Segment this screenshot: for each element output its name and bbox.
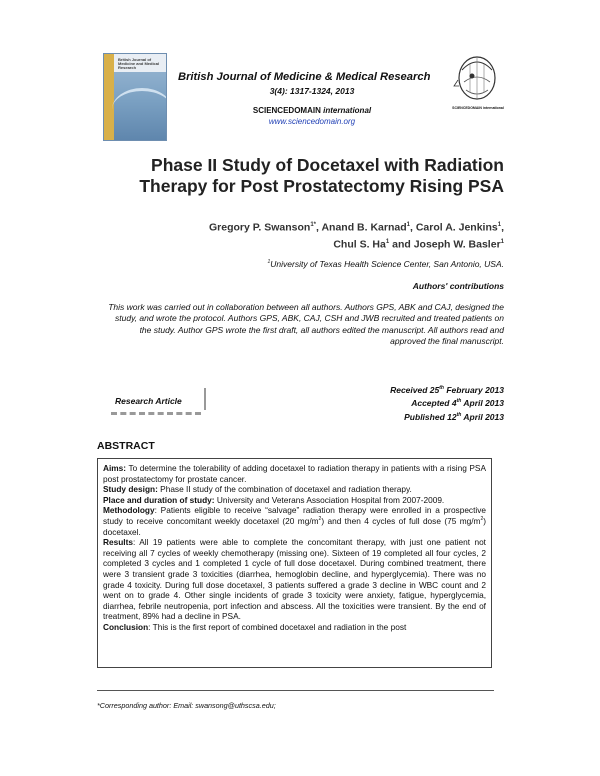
accepted-date: Accepted 4th April 2013 bbox=[411, 398, 504, 409]
cover-title: British Journal of Medicine and Medical Research bbox=[118, 57, 160, 70]
abstract-heading: ABSTRACT bbox=[97, 440, 155, 452]
author-name: Gregory P. Swanson bbox=[209, 221, 311, 234]
abstract-place: Place and duration of study: University and Veterans Association Hospital from 2007-2009. bbox=[103, 494, 445, 505]
author-name: Chul S. Ha bbox=[333, 238, 386, 250]
abstract-design: Study design: Phase II study of the combination of docetaxel and radiation therapy. bbox=[103, 484, 412, 495]
abstract-box bbox=[97, 458, 492, 668]
abstract-methodology: Methodology: Patients eligible to receive “salvage” radiation therapy were enrolled in a prospective study to receive concomitant weekly docetaxel (20 $mg/m^2$) and then 4 cycles of full dose (75 $mg/m^2$) docetaxel. bbox=[103, 505, 486, 537]
paper-title: Phase II Study of Docetaxel with Radiation Therapy for Post Prostatectomy Rising PSA bbox=[139, 155, 504, 196]
received-date: Received 25th February 2013 bbox=[390, 384, 504, 395]
journal-volume: 3(4): 1317-1324, 2013 bbox=[269, 86, 355, 96]
abstract-conclusion: Conclusion: This is the first report of combined docetaxel and radiation in the post bbox=[103, 621, 407, 632]
author-name: Carol A. Jenkins bbox=[415, 221, 498, 234]
article-type-label: Research Article bbox=[115, 396, 182, 406]
author-name: Joseph W. Basler bbox=[413, 238, 501, 250]
footnote-divider bbox=[97, 690, 494, 691]
logo-caption: SCIENCEDOMAIN international bbox=[452, 106, 504, 110]
published-date: Published 12th April 2013 bbox=[404, 411, 504, 422]
article-type-box bbox=[97, 388, 206, 410]
author-name: Anand B. Karnad bbox=[321, 221, 407, 234]
publisher-name: SCIENCEDOMAIN international bbox=[252, 106, 372, 115]
publication-dates bbox=[264, 383, 504, 423]
publisher-website-link[interactable]: www.sciencedomain.org bbox=[268, 117, 356, 126]
contributions-heading: Authors' contributions bbox=[412, 281, 504, 291]
corresponding-author-footnote: *Corresponding author: Email: swansong@uthscsa.edu; bbox=[97, 701, 276, 710]
abstract-aims: Aims: To determine the tolerability of adding docetaxel to radiation therapy in patients with a rising PSA post prostatectomy for prostate cancer. bbox=[103, 463, 486, 484]
journal-name: British Journal of Medicine & Medical Research bbox=[178, 71, 431, 83]
affiliation: $^1$University of Texas Health Science Center, San Antonio, USA. bbox=[267, 259, 504, 269]
author-list: Gregory P. Swanson$^{1*}$, Anand B. Karnad$^1$, Carol A. Jenkins$^1$, Chul S. Ha$^1$ and Joseph W. Basler$^1$ bbox=[209, 221, 504, 250]
journal-cover-thumbnail bbox=[103, 53, 167, 141]
contributions-text: This work was carried out in collaboration between all authors. Authors GPS, ABK and CAJ, designed the study, and wrote the protocol. Authors GPS, ABK, CAJ, CSH and JWB recruited and treated patients on the study. Author GPS wrote the first draft, all authors edited the manuscript. All authors read and approved the final manuscript. bbox=[108, 302, 504, 347]
abstract-results: Results: All 19 patients were able to complete the concomitant therapy, with just one patient not receiving all 7 cycles of weekly chemotherapy (missing one). Sixteen of 19 completed all four cycles, 2 completed 3 cycles and 1 completed 1 cycle of full dose docetaxel. During combined treatment, there were 3 transient grade 3 toxicities (diarrhea, hemoglobin decline, and hyperglycemia). There was no grade 4 toxicity. During full dose docetaxel, 3 patients suffered a grade 3 decline in WBC count and 2 went on to grade 4. Other single incidents of grade 3 toxicity were anxiety, fatigue, hyperglycemia, diarrhea, febrile neutropenia, port infection and abscess. All the toxicities were transient. By the end of treatment, 89% had a decline in PSA. bbox=[103, 537, 486, 622]
publisher-logo-icon bbox=[452, 52, 502, 114]
